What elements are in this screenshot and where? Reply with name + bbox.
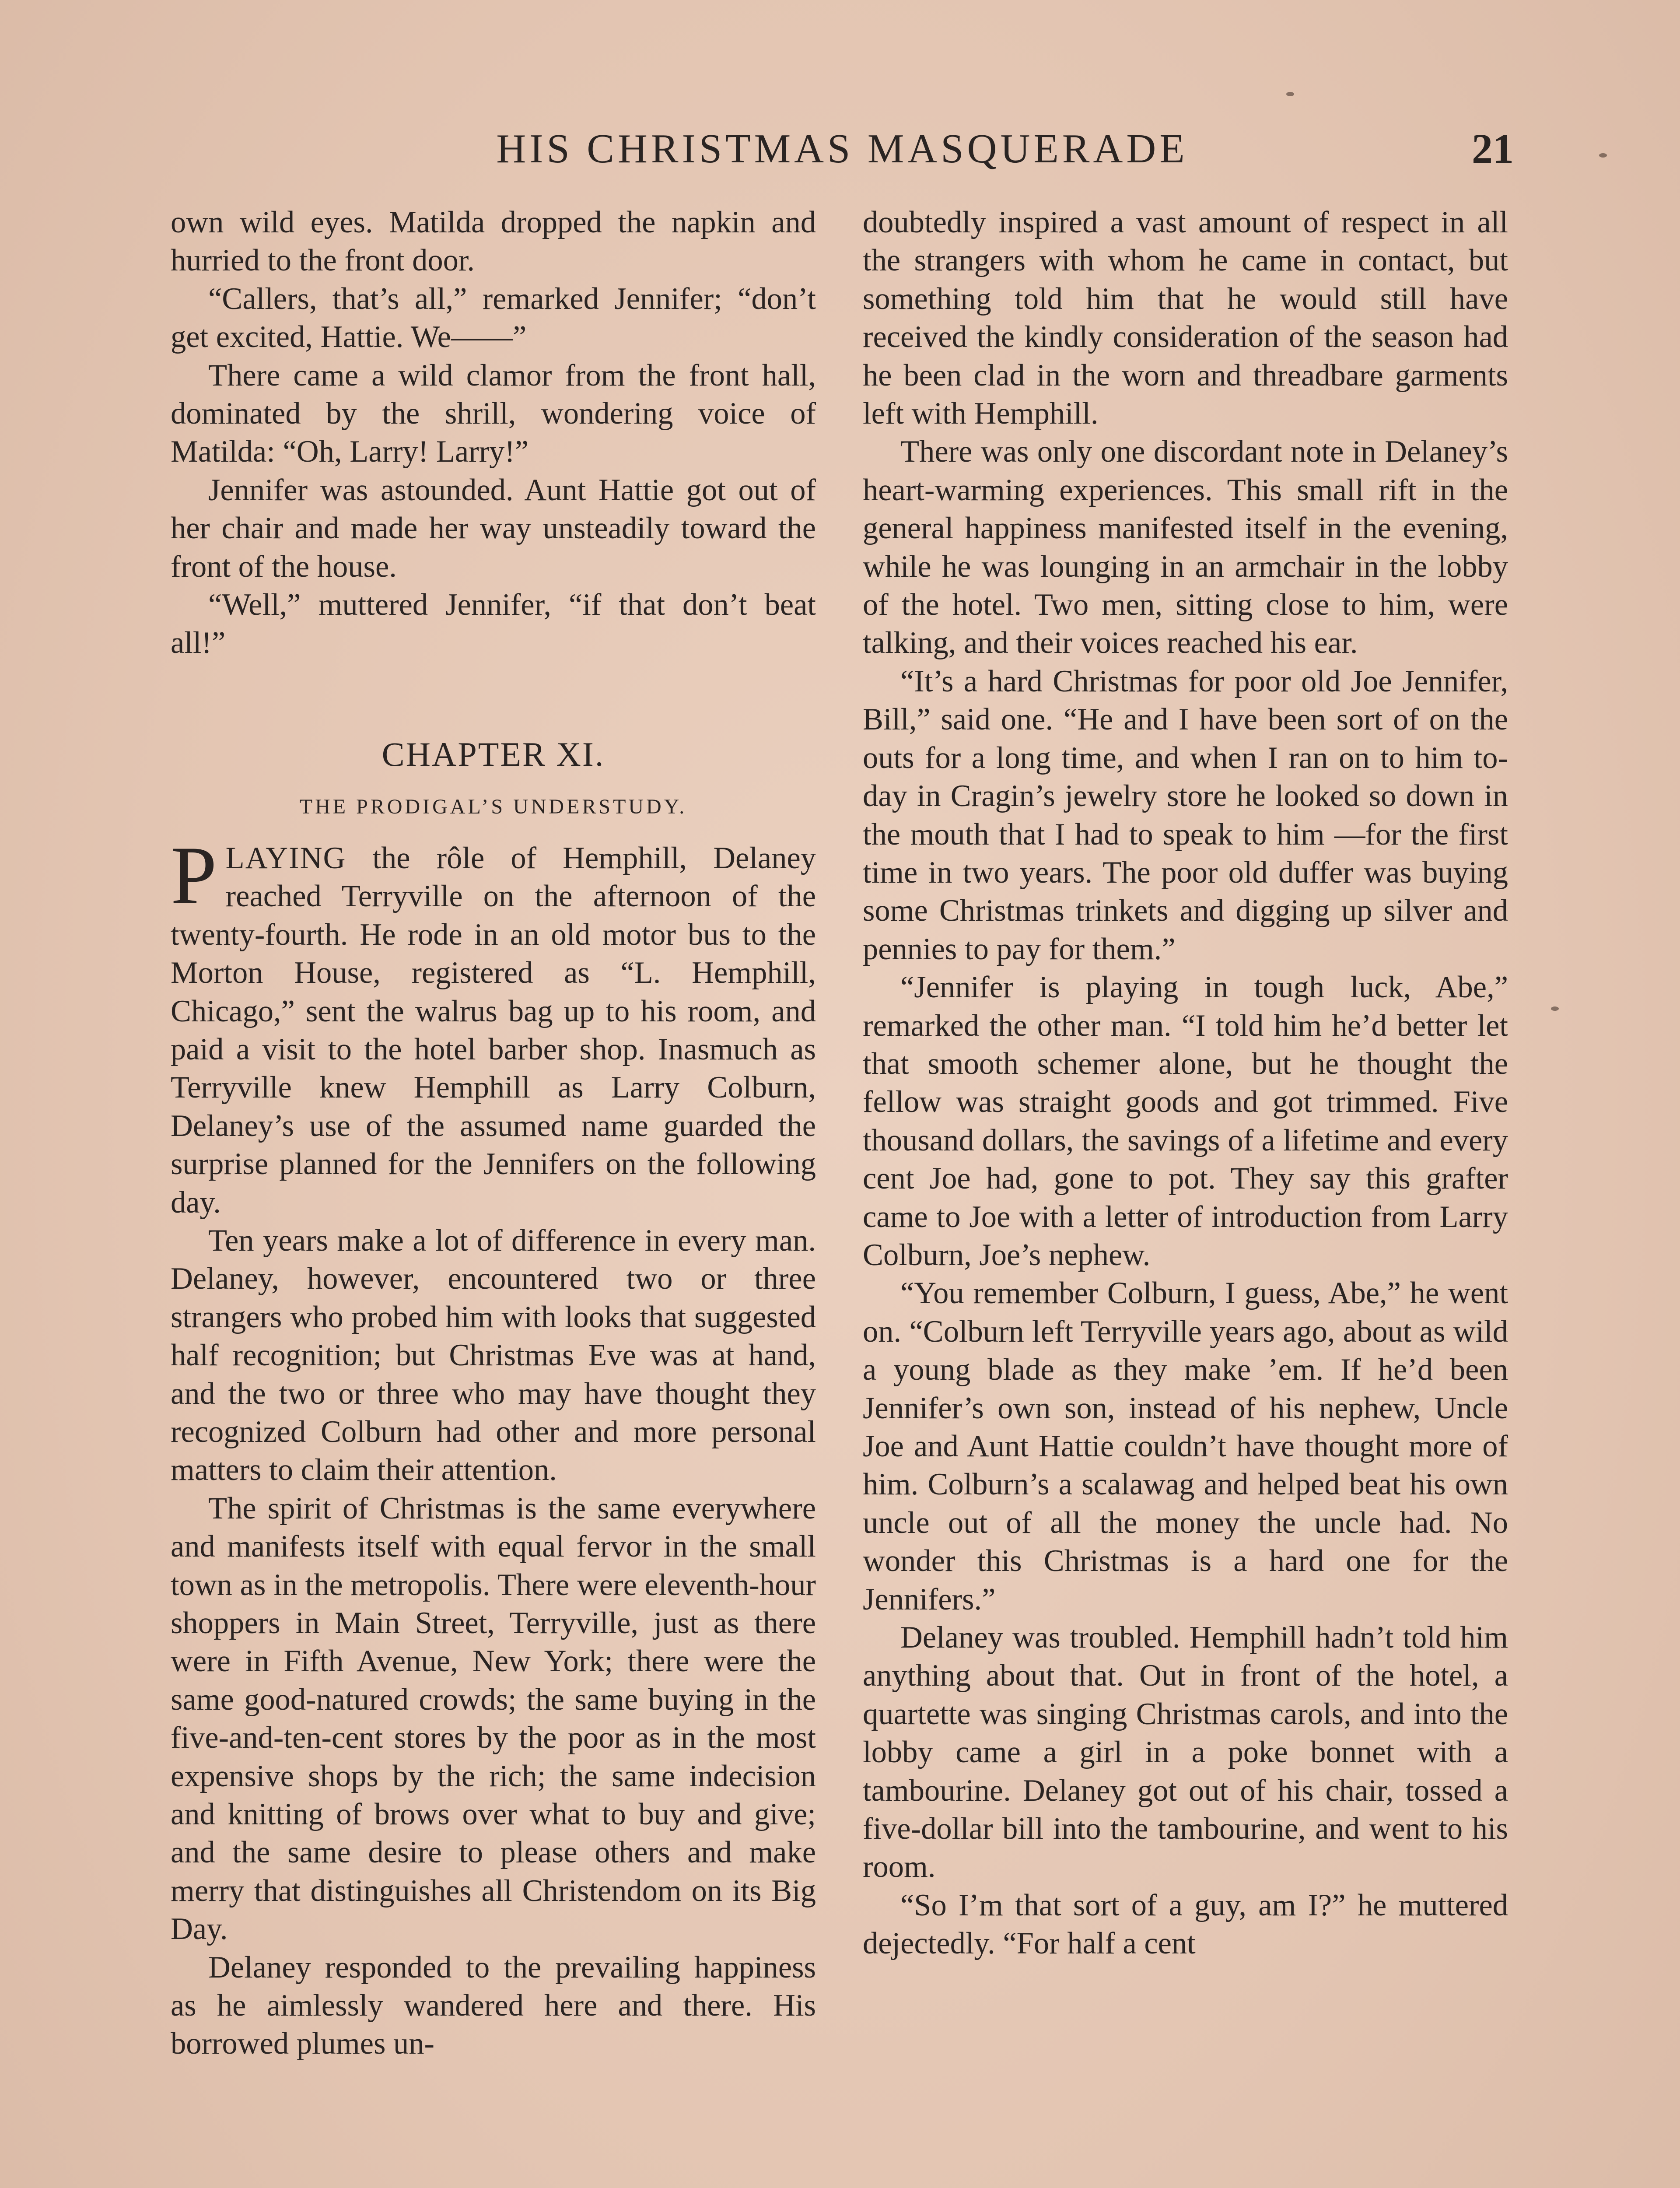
paper-speck — [1599, 153, 1607, 158]
paragraph: own wild eyes. Matilda dropped the napkin and hurried to the front door. — [171, 205, 816, 278]
paragraph: Delaney was troubled. Hemphill hadn’t told him anything about that. Out in front of the hotel, a quartette was singing Christmas carols, and into the lobby came a girl in a poke bonnet with a tambourine. Delaney got out of his chair, tossed a five-dollar bill into the tambourine, and went to his room. — [863, 1620, 1508, 1884]
paragraph: “It’s a hard Christmas for poor old Joe Jennifer, Bill,” said one. “He and I have been sort of on the outs for a long time, and when I ran on to him to-day in Cragin’s jewelry store he looked so down in the mouth that I had to speak to him —for the first time in two years. The poor old duffer was buying some Christmas trinkets and digging up silver and pennies to pay for them.” — [863, 664, 1508, 966]
paper-speck — [1286, 92, 1294, 96]
paragraph: “Jennifer is playing in tough luck, Abe,” remarked the other man. “I told him he’d better let that smooth schemer alone, but he thought the fellow was straight goods and got trimmed. Five thousand dollars, the savings of a lifetime and every cent Joe had, gone to pot. They say this grafter came to Joe with a letter of introduction from Larry Colburn, Joe’s nephew. — [863, 970, 1508, 1272]
lead-caps: LAYING — [225, 841, 346, 875]
running-title: HIS CHRISTMAS MASQUERADE — [496, 126, 1188, 172]
running-head — [171, 123, 1514, 175]
paragraph: There was only one discordant note in Delaney’s heart-warming experiences. This small rift in the general happiness manifested itself in the evening, while he was lounging in an armchair in the lobby of the hotel. Two men, sitting close to him, were talking, and their voices reached his ear. — [863, 435, 1508, 660]
drop-cap: P — [171, 829, 217, 922]
paragraph: Jennifer was astounded. Aunt Hattie got out of her chair and made her way unsteadily toward the front of the house. — [171, 473, 816, 584]
paragraph: “You remember Colburn, I guess, Abe,” he went on. “Colburn left Terryville years ago, about as wild a young blade as they make ’em. If he’d been Jennifer’s own son, instead of his nephew, Uncle Joe and Aunt Hattie couldn’t have thought more of him. Colburn’s a scalawag and helped beat his own uncle out of all the money the uncle had. No wonder this Christmas is a hard one for the Jennifers.” — [863, 1276, 1508, 1616]
paragraph: “Callers, that’s all,” remarked Jennifer; “don’t get excited, Hattie. We——” — [171, 281, 816, 354]
paragraph: There came a wild clamor from the front hall, dominated by the shrill, wondering voice of Matilda: “Oh, Larry! Larry!” — [171, 358, 816, 469]
chapter-heading — [171, 728, 816, 833]
paragraph: “So I’m that sort of a guy, am I?” he muttered dejectedly. “For half a cent — [863, 1888, 1508, 1961]
paragraph: Ten years make a lot of difference in every man. Delaney, however, encountered two or three strangers who probed him with looks that suggested half recognition; but Christmas Eve was at hand, and the two or three who may have thought they recognized Colburn had other and more personal matters to claim their attention. — [171, 1223, 816, 1487]
chapter-subtitle: THE PRODIGAL’S UNDERSTUDY. — [299, 795, 687, 818]
paragraph: doubtedly inspired a vast amount of respect in all the strangers with whom he came in contact, but something told him that he would still have received the kindly consideration of the season had he been clad in the worn and threadbare garments left with Hemphill. — [863, 205, 1508, 431]
paragraph: The spirit of Christmas is the same everywhere and manifests itself with equal fervor in the small town as in the metropolis. There were eleventh-hour shoppers in Main Street, Terryville, just as there were in Fifth Avenue, New York; there were the same good-natured crowds; the same buying in the five-and-ten-cent stores by the poor as in the most expensive shops by the rich; the same indecision and knitting of brows over what to buy and give; and the same desire to please others and make merry that distinguishes all Christendom on its Big Day. — [171, 1491, 816, 1946]
chapter-title: CHAPTER XI. — [382, 735, 605, 773]
paragraph: “Well,” muttered Jennifer, “if that don’t beat all!” — [171, 588, 816, 660]
right-column — [863, 203, 1508, 1963]
page-number: 21 — [1472, 125, 1514, 172]
paper-speck — [1551, 1006, 1559, 1011]
left-column — [171, 203, 816, 2063]
paragraph: Delaney responded to the prevailing happiness as he aimlessly wandered here and there. His borrowed plumes un- — [171, 1950, 816, 2061]
chapter-opening-paragraph — [171, 829, 816, 1222]
lead-text: the rôle of Hemphill, Delaney reached Terryville on the afternoon of the twenty-fourth. He rode in an old motor bus to the Morton House, registered as “L. Hemphill, Chicago,” sent the walrus bag up to his room, and paid a visit to the hotel barber shop. Inasmuch as Terryville knew Hemphill as Larry Colburn, Delaney’s use of the assumed name guarded the surprise planned for the Jennifers on the following day. — [171, 841, 816, 1220]
